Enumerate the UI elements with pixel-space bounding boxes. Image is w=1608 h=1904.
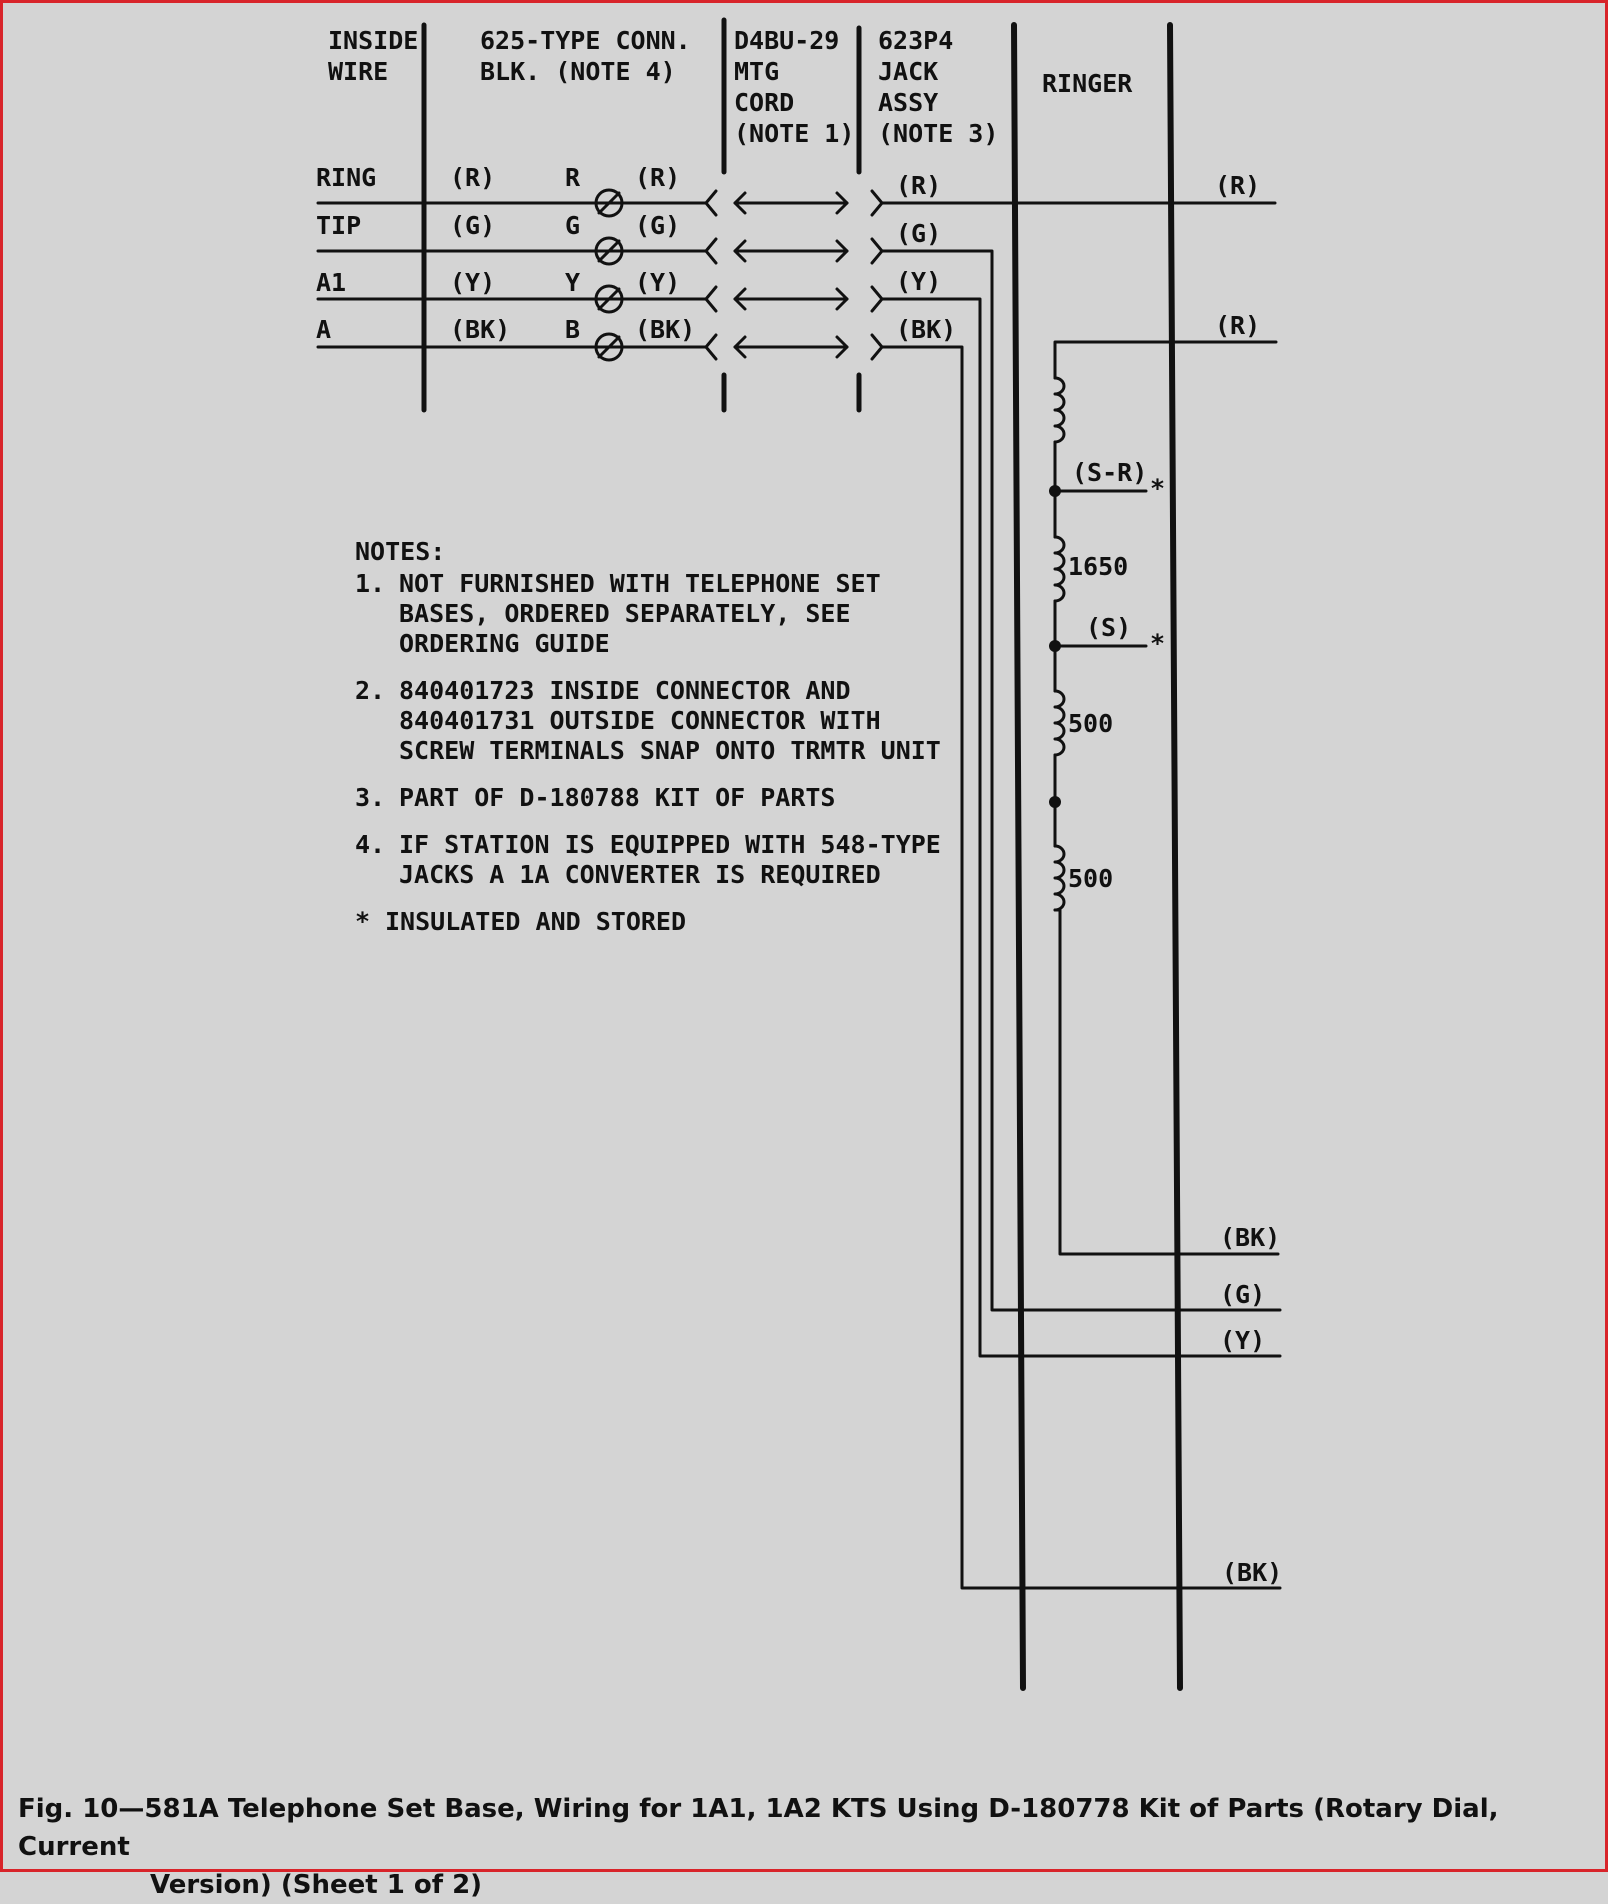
terminal-letter: R <box>565 163 581 192</box>
output-g: (G) <box>1220 1280 1266 1309</box>
header-ringer: RINGER <box>1042 69 1133 98</box>
cord-connectors <box>706 191 882 359</box>
block-color: (BK) <box>450 315 511 344</box>
ringer-coil <box>1055 846 1064 910</box>
junction-dot <box>1049 485 1061 497</box>
note-item <box>355 569 995 659</box>
caption-line-1: Fig. 10—581A Telephone Set Base, Wiring for 1A1, 1A2 KTS Using D-180778 Kit of Parts (Rotary Dial, Current <box>18 1794 1499 1862</box>
out-color: (BK) <box>635 315 696 344</box>
tap-s-star: * <box>1150 629 1166 658</box>
note-text: IF STATION IS EQUIPPED WITH 548-TYPE JACKS A 1A CONVERTER IS REQUIRED <box>399 830 941 889</box>
jack-color: (G) <box>896 219 942 248</box>
notes-header: NOTES: <box>355 537 446 566</box>
note-number: 1. <box>355 569 386 598</box>
ringer-bk-lead <box>1055 910 1281 1254</box>
out-color: (R) <box>635 163 681 192</box>
jack-color: (Y) <box>896 267 942 296</box>
coil-500a-label: 500 <box>1068 709 1114 738</box>
tap-sr-star: * <box>1150 474 1166 503</box>
block-color: (G) <box>450 211 496 240</box>
ringer-lead-r-coil: (R) <box>1215 311 1261 340</box>
header-jack-assy-4: (NOTE 3) <box>878 119 999 148</box>
note-star-mark: * <box>355 907 371 936</box>
notes-block <box>355 537 995 937</box>
header-mtg-cord-3: CORD <box>734 88 795 117</box>
header-conn-block-1: 625-TYPE CONN. <box>480 26 691 55</box>
header-mtg-cord-1: D4BU-29 <box>734 26 840 55</box>
terminal-letter: Y <box>565 268 581 297</box>
note-item <box>355 830 995 890</box>
header-mtg-cord-2: MTG <box>734 57 780 86</box>
tap-sr-label: (S-R) <box>1072 458 1148 487</box>
header-mtg-cord-4: (NOTE 1) <box>734 119 855 148</box>
ringer-coil <box>1055 691 1064 755</box>
note-item <box>355 676 995 766</box>
bar-ringer-left <box>1014 25 1023 1688</box>
note-number: 4. <box>355 830 386 859</box>
header-inside-wire-1: INSIDE <box>328 26 419 55</box>
header-jack-assy-2: JACK <box>878 57 939 86</box>
coil-1650-label: 1650 <box>1068 552 1129 581</box>
coil-500b-label: 500 <box>1068 864 1114 893</box>
output-bk-ringer: (BK) <box>1220 1223 1281 1252</box>
header-jack-assy-1: 623P4 <box>878 26 954 55</box>
note-star-item <box>355 907 995 937</box>
caption-line-2: Version) (Sheet 1 of 2) <box>150 1870 483 1900</box>
tap-s-label: (S) <box>1086 613 1132 642</box>
ringer-lead-r-top: (R) <box>1215 171 1261 200</box>
header-conn-block-2: BLK. (NOTE 4) <box>480 57 676 86</box>
ringer-r-lead <box>1055 342 1276 378</box>
wire-name: A <box>316 315 332 344</box>
wire-name: RING <box>316 163 377 192</box>
bar-ringer-right <box>1170 25 1180 1688</box>
junction-dot <box>1049 640 1061 652</box>
note-star-text: INSULATED AND STORED <box>385 907 687 936</box>
note-number: 2. <box>355 676 386 705</box>
terminal-letter: B <box>565 315 581 344</box>
header-jack-assy-3: ASSY <box>878 88 939 117</box>
figure-caption <box>18 1790 1598 1904</box>
jack-color: (BK) <box>896 315 957 344</box>
route-bk <box>882 347 1283 1588</box>
jack-color: (R) <box>896 171 942 200</box>
note-text: NOT FURNISHED WITH TELEPHONE SET BASES, ORDERED SEPARATELY, SEE ORDERING GUIDE <box>399 569 881 658</box>
block-color: (Y) <box>450 268 496 297</box>
wire-name: TIP <box>316 211 362 240</box>
ringer-coil <box>1055 378 1064 442</box>
out-color: (G) <box>635 211 681 240</box>
header-inside-wire-2: WIRE <box>328 57 389 86</box>
terminal-letter: G <box>565 211 581 240</box>
ringer-coil <box>1055 537 1064 601</box>
junction-dot <box>1049 796 1061 808</box>
note-item <box>355 783 995 813</box>
output-y: (Y) <box>1220 1326 1266 1355</box>
wire-name: A1 <box>316 268 347 297</box>
output-bk: (BK) <box>1222 1558 1283 1587</box>
out-color: (Y) <box>635 268 681 297</box>
note-text: 840401723 INSIDE CONNECTOR AND 840401731 OUTSIDE CONNECTOR WITH SCREW TERMINALS SNAP ONTO TRMTR UNIT <box>399 676 941 765</box>
note-text: PART OF D-180788 KIT OF PARTS <box>399 783 836 812</box>
block-color: (R) <box>450 163 496 192</box>
note-number: 3. <box>355 783 386 812</box>
